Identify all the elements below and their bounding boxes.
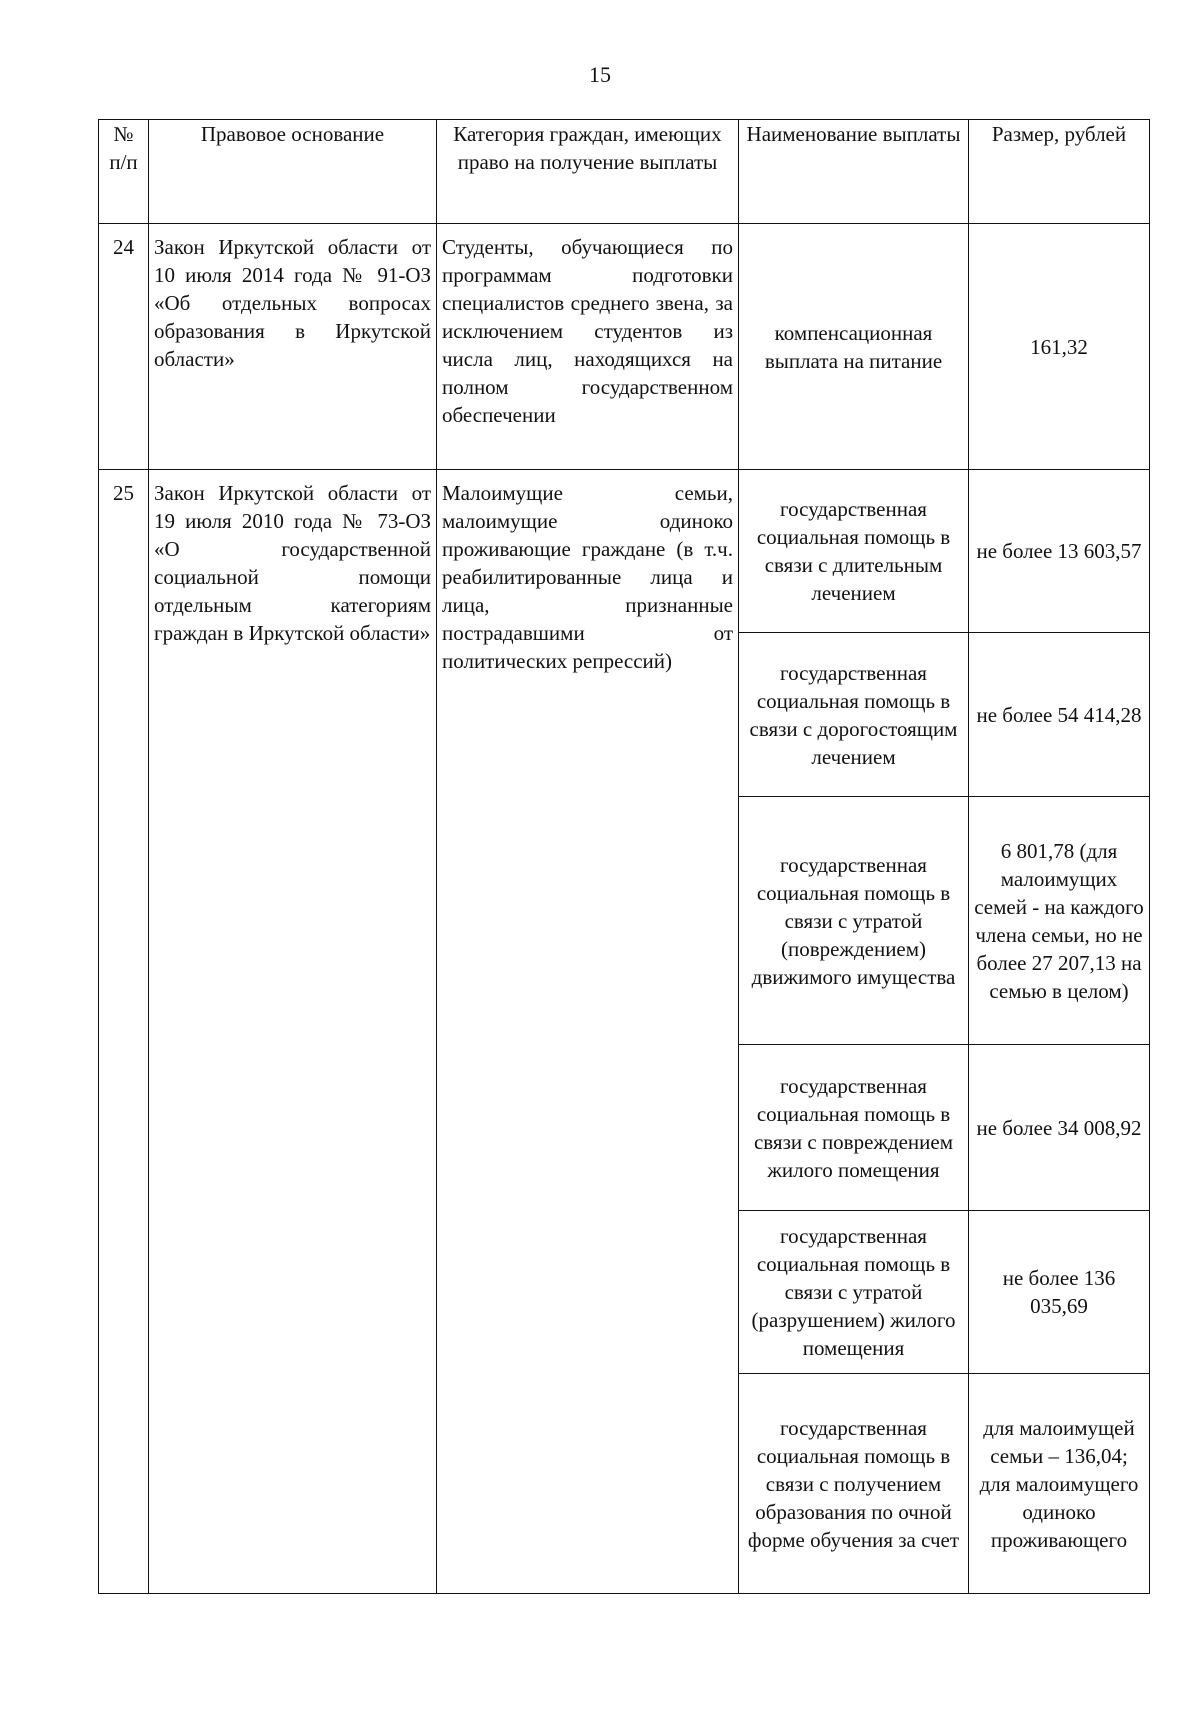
table-row-25 [99,470,1150,633]
header-num: № п/п [99,120,149,224]
payment-name: государственная социальная помощь в связи с утратой (повреждением) движимого имущества [739,797,969,1045]
table-row-24 [99,224,1150,470]
row24-num: 24 [99,224,149,470]
row24-basis: Закон Иркутской области от 10 июля 2014 года № 91-ОЗ «Об отдельных вопросах образования в Иркутской области» [149,224,437,470]
row24-category: Студенты, обучающиеся по программам подготовки специалистов среднего звена, за исключением студентов из числа лиц, находящихся на полном государственном обеспечении [437,224,739,470]
row24-payment-name: компенсационная выплата на питание [739,224,969,470]
payment-amount: не более 54 414,28 [969,633,1150,797]
header-category: Категория граждан, имеющих право на получение выплаты [437,120,739,224]
payment-amount: для малоимущей семьи – 136,04; для малоимущего одиноко проживающего [969,1374,1150,1594]
row24-amount: 161,32 [969,224,1150,470]
table-header-row [99,120,1150,224]
row25-category: Малоимущие семьи, малоимущие одиноко проживающие граждане (в т.ч. реабилитированные лица и лица, признанные пострадавшими от политических репрессий) [437,470,739,1594]
row25-num: 25 [99,470,149,1594]
payment-name: государственная социальная помощь в связи с длительным лечением [739,470,969,633]
header-payment-name: Наименование выплаты [739,120,969,224]
payment-amount: не более 13 603,57 [969,470,1150,633]
header-amount: Размер, рублей [969,120,1150,224]
payment-name: государственная социальная помощь в связи с получением образования по очной форме обучения за счет [739,1374,969,1594]
payment-name: государственная социальная помощь в связи с дорогостоящим лечением [739,633,969,797]
payment-amount: 6 801,78 (для малоимущих семей - на каждого члена семьи, но не более 27 207,13 на семью в целом) [969,797,1150,1045]
header-basis: Правовое основание [149,120,437,224]
payment-amount: не более 34 008,92 [969,1045,1150,1211]
payments-table [98,119,1150,1594]
row25-basis: Закон Иркутской области от 19 июля 2010 года № 73-ОЗ «О государственной социальной помощи отдельным категориям граждан в Иркутской области» [149,470,437,1594]
payment-amount: не более 136 035,69 [969,1211,1150,1374]
payment-name: государственная социальная помощь в связи с утратой (разрушением) жилого помещения [739,1211,969,1374]
payment-name: государственная социальная помощь в связи с повреждением жилого помещения [739,1045,969,1211]
page-number: 15 [589,62,611,87]
